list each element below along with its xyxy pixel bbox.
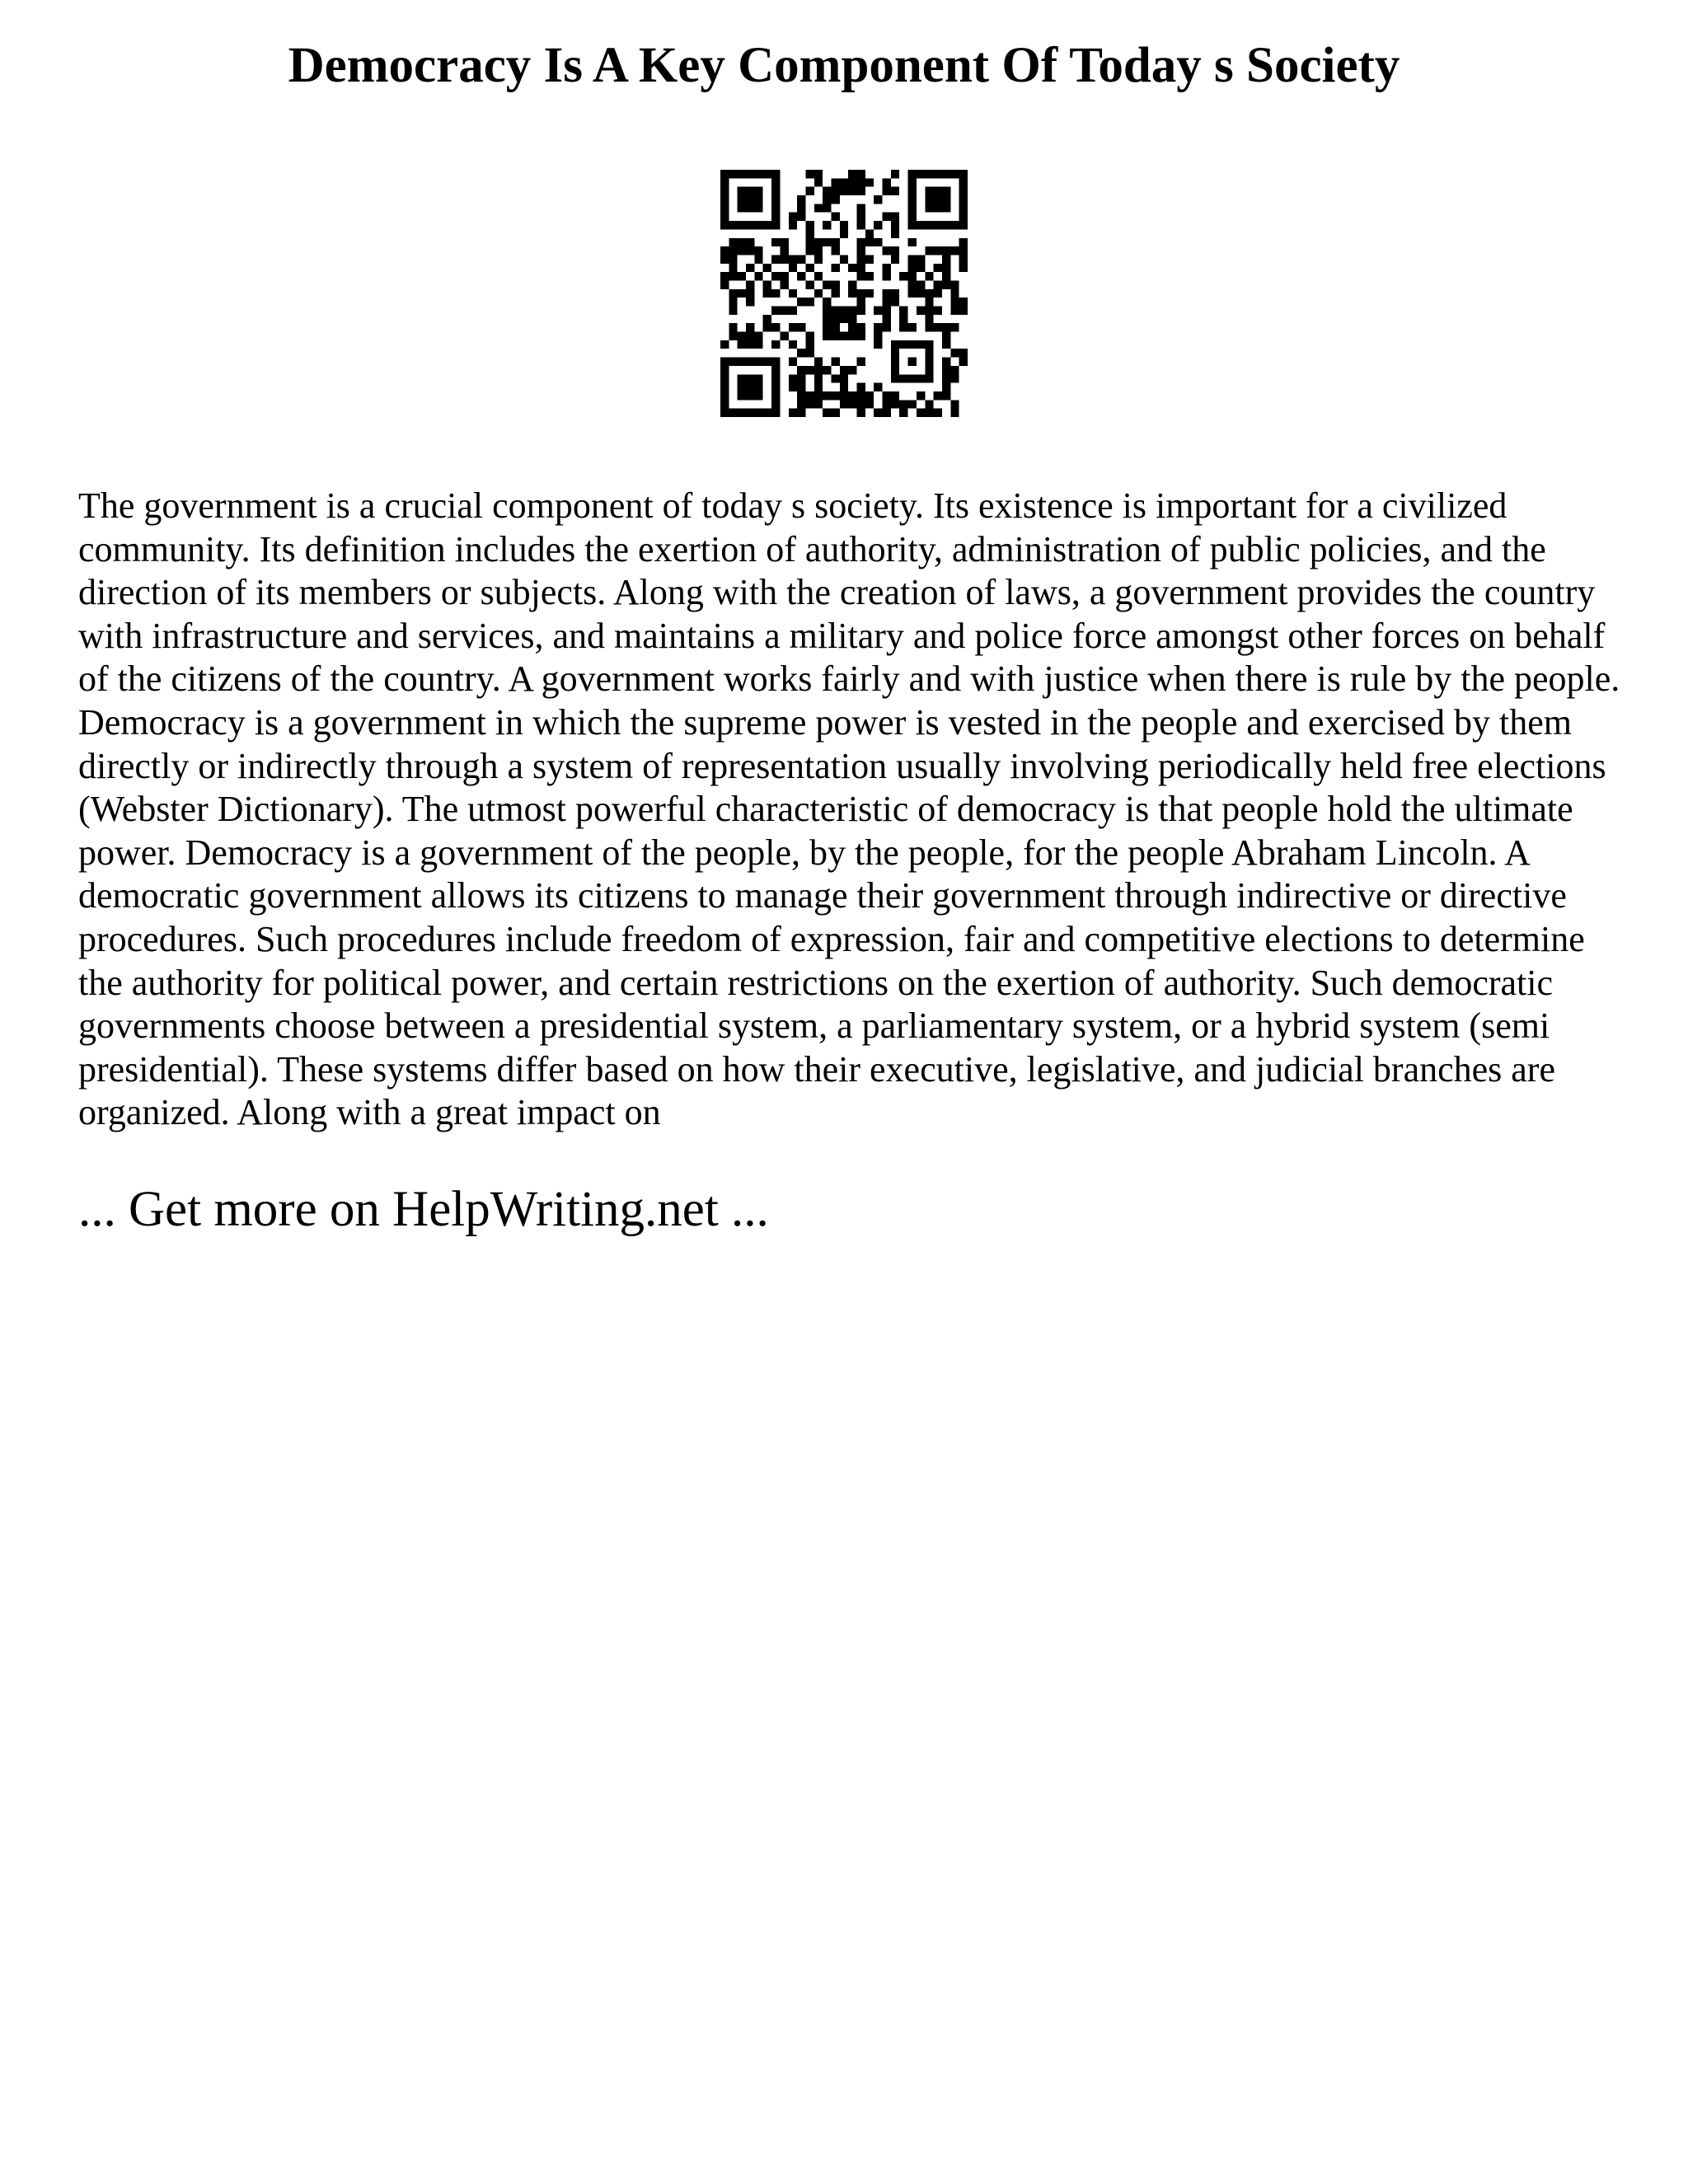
get-more-link[interactable]: ... Get more on HelpWriting.net ... bbox=[78, 1182, 769, 1237]
qr-code-graphic bbox=[720, 170, 968, 417]
qr-code-icon[interactable] bbox=[720, 170, 968, 417]
document-title: Democracy Is A Key Component Of Today s Society bbox=[288, 38, 1400, 93]
body-paragraph: The government is a crucial component of today s society. Its existence is important for a civilized community. Its definition includes the exertion of authority, administration of public policies, and the direction of its members or subjects. Along with the creation of laws, a government provides the country with infrastructure and services, and maintains a military and police force amongst other forces on behalf of the citizens of the country. A government works fairly and with justice when there is rule by the people. Democracy is a government in which the supreme power is vested in the people and exercised by them directly or indirectly through a system of representation usually involving periodically held free elections (Webster Dictionary). The utmost powerful characteristic of democracy is that people hold the ultimate power. Democracy is a government of the people, by the people, for the people Abraham Lincoln. A democratic government allows its citizens to manage their government through indirective or directive procedures. Such procedures include freedom of expression, fair and competitive elections to determine the authority for political power, and certain restrictions on the exertion of authority. Such democratic governments choose between a presidential system, a parliamentary system, or a hybrid system (semi presidential). These systems differ based on how their executive, legislative, and judicial branches are organized. Along with a great impact on bbox=[78, 485, 1620, 1133]
